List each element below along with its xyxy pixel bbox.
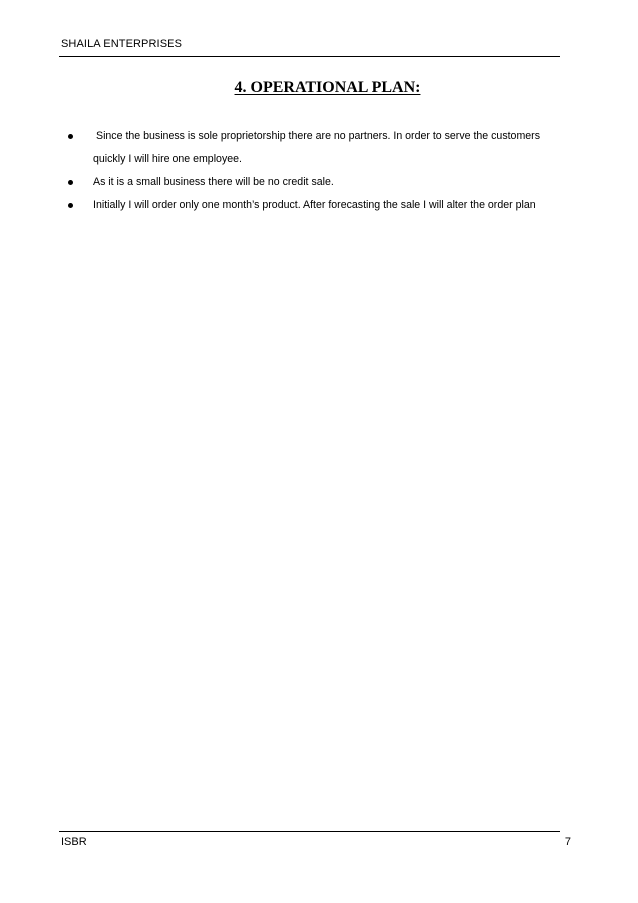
footer-divider (59, 831, 560, 832)
bullet-icon (68, 203, 73, 208)
bullet-icon (68, 180, 73, 185)
page-number: 7 (564, 836, 571, 848)
section-heading-text: 4. OPERATIONAL PLAN: (234, 79, 421, 96)
list-item (58, 171, 568, 194)
section-heading (0, 79, 638, 97)
list-item (58, 125, 568, 171)
bullet-text: As it is a small business there will be no credit sale. (93, 176, 334, 188)
bullet-list (58, 125, 568, 217)
bullet-text: Initially I will order only one month’s product. After forecasting the sale I will alter the order plan (93, 199, 536, 211)
footer-label: ISBR (61, 836, 87, 848)
bullet-text-continued: quickly I will hire one employee. (93, 153, 242, 165)
list-item (58, 194, 568, 217)
bullet-text: Since the business is sole proprietorship there are no partners. In order to serve the customers (96, 130, 540, 142)
bullet-icon (68, 134, 73, 139)
page-header: SHAILA ENTERPRISES (61, 38, 183, 50)
header-divider (59, 56, 560, 57)
